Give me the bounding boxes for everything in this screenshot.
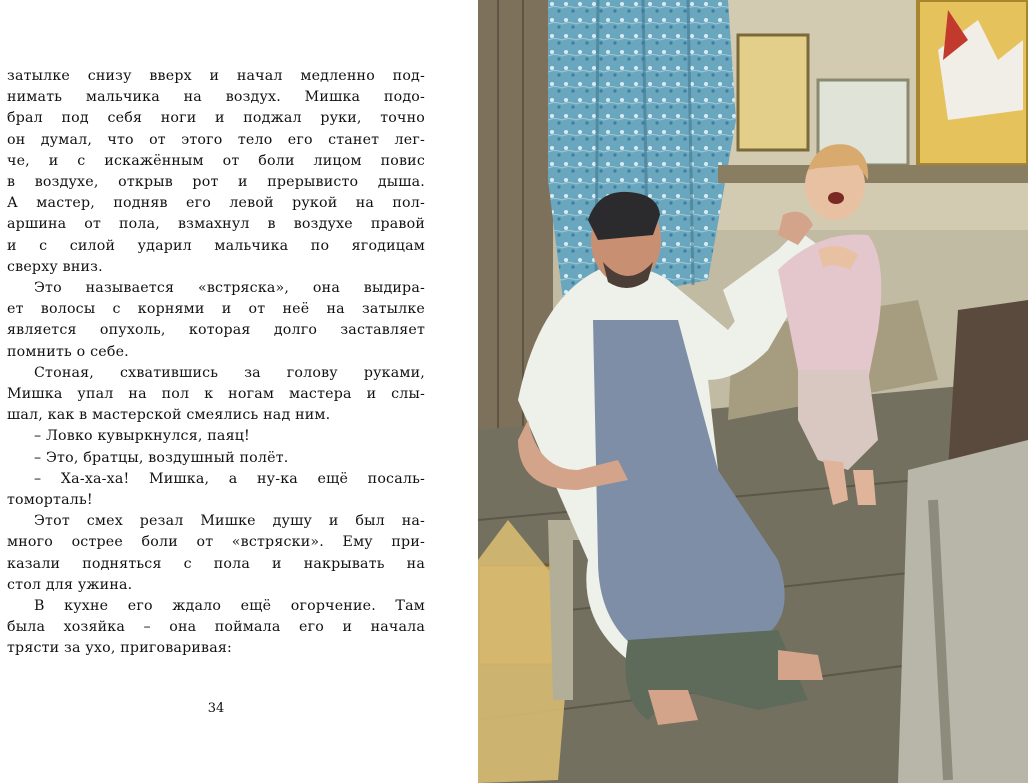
text-line: была хозяйка – она поймала его и начала <box>7 619 425 636</box>
text-page <box>0 0 478 783</box>
text-line: он думал, что от этого тело его станет лег- <box>7 131 425 148</box>
text-line: ет волосы с корнями и от неё на затылке <box>7 301 425 318</box>
icon-painting-1 <box>738 35 808 150</box>
text-line: сверху вниз. <box>7 258 103 275</box>
shelf <box>718 165 1028 183</box>
text-line: Мишка упал на пол к ногам мастера и слы- <box>7 386 425 403</box>
text-line: и с силой ударил мальчика по ягодицам <box>7 237 425 254</box>
text-line: – Ха-ха-ха! Мишка, а ну-ка ещё посаль- <box>34 470 425 487</box>
text-line: В кухне его ждало ещё огорчение. Там <box>34 598 425 615</box>
text-line: че, и с искажённым от боли лицом повис <box>7 152 425 169</box>
text-line: Стоная, схватившись за голову руками, <box>34 364 425 381</box>
text-line: Это называется «встряска», она выдира- <box>34 280 425 297</box>
text-line: стол для ужина. <box>7 576 133 593</box>
illustration-workshop-scene <box>478 0 1028 783</box>
text-line: трясти за ухо, приговаривая: <box>7 640 232 657</box>
page-number: 34 <box>207 701 225 716</box>
text-line: казали подняться с пола и накрывать на <box>7 555 425 572</box>
child-open-mouth <box>828 192 844 204</box>
text-line: много острее боли от «встряски». Ему при- <box>7 534 425 551</box>
text-line: томорталь! <box>7 492 93 509</box>
text-line: является опухоль, которая долго заставляет <box>7 322 425 339</box>
text-line: – Это, братцы, воздушный полёт. <box>34 449 289 466</box>
text-line: затылке снизу вверх и начал медленно под- <box>7 68 425 84</box>
text-line: аршина от пола, взмахнул в воздухе правой <box>7 216 425 233</box>
text-line: А мастер, подняв его левой рукой на пол- <box>7 195 425 212</box>
text-line: Этот смех резал Мишке душу и был на- <box>34 513 425 530</box>
text-line: шал, как в мастерской смеялись над ним. <box>7 407 331 424</box>
text-line: нимать мальчика на воздух. Мишка подо- <box>7 89 425 106</box>
table <box>898 440 1028 783</box>
text-line: помнить о себе. <box>7 343 129 360</box>
story-illustration <box>478 0 1028 783</box>
text-line: в воздухе, открыв рот и прерывисто дыша. <box>7 174 425 191</box>
text-line: брал под себя ноги и поджал руки, точно <box>7 110 425 127</box>
story-text <box>7 66 425 660</box>
text-line: – Ловко кувыркнулся, паяц! <box>34 428 250 445</box>
